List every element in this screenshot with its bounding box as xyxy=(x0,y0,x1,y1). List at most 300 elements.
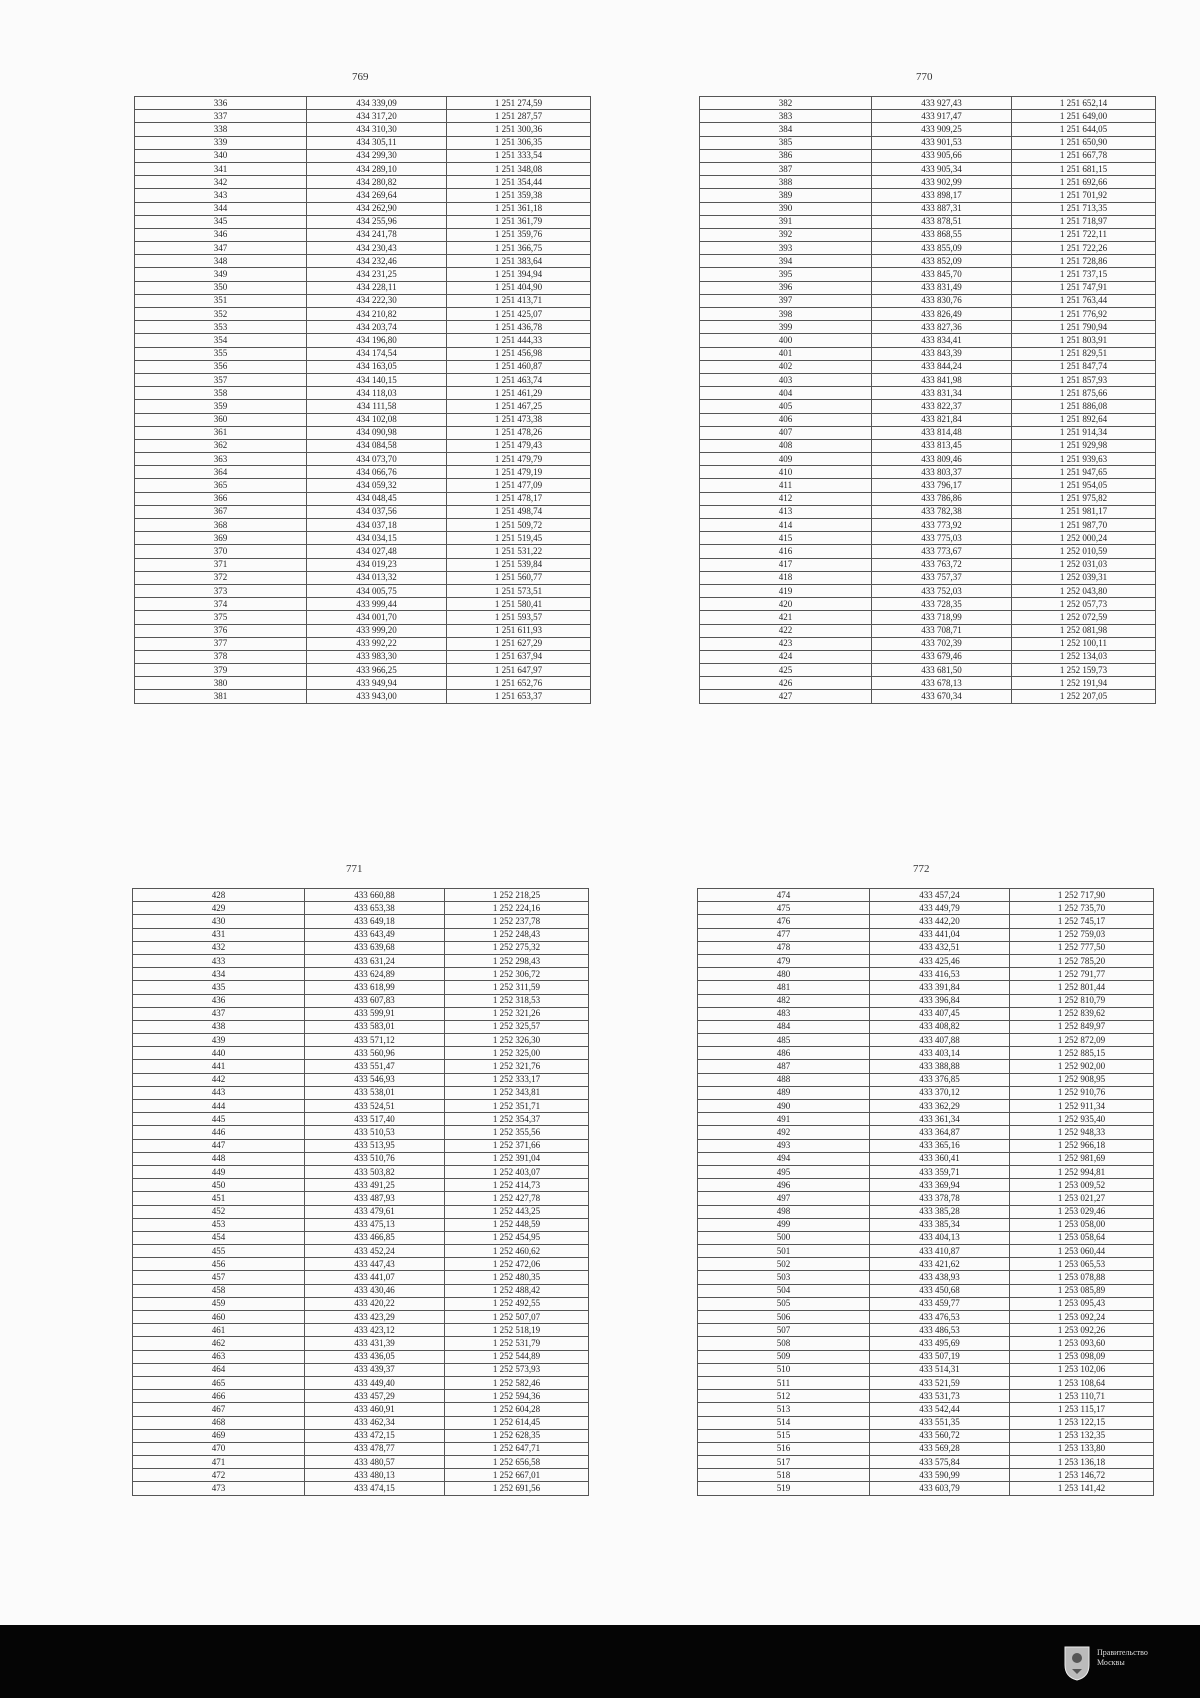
x-coordinate-cell: 433 388,88 xyxy=(870,1060,1010,1073)
table-row xyxy=(135,255,591,268)
y-coordinate-cell: 1 252 839,62 xyxy=(1010,1007,1154,1020)
point-number-cell: 476 xyxy=(698,915,870,928)
table-row xyxy=(698,1311,1154,1324)
point-number-cell: 341 xyxy=(135,162,307,175)
y-coordinate-cell: 1 252 885,15 xyxy=(1010,1047,1154,1060)
x-coordinate-cell: 433 503,82 xyxy=(305,1165,445,1178)
point-number-cell: 383 xyxy=(700,110,872,123)
y-coordinate-cell: 1 252 849,97 xyxy=(1010,1020,1154,1033)
y-coordinate-cell: 1 253 102,06 xyxy=(1010,1363,1154,1376)
table-row xyxy=(700,479,1156,492)
table-row xyxy=(700,176,1156,189)
table-row xyxy=(133,1113,589,1126)
table-row xyxy=(700,439,1156,452)
point-number-cell: 339 xyxy=(135,136,307,149)
y-coordinate-cell: 1 251 573,51 xyxy=(447,584,591,597)
y-coordinate-cell: 1 251 479,43 xyxy=(447,439,591,452)
point-number-cell: 375 xyxy=(135,611,307,624)
x-coordinate-cell: 434 073,70 xyxy=(307,453,447,466)
point-number-cell: 374 xyxy=(135,598,307,611)
table-row xyxy=(698,981,1154,994)
table-row xyxy=(698,928,1154,941)
point-number-cell: 408 xyxy=(700,439,872,452)
y-coordinate-cell: 1 252 582,46 xyxy=(445,1376,589,1389)
point-number-cell: 479 xyxy=(698,954,870,967)
x-coordinate-cell: 433 385,28 xyxy=(870,1205,1010,1218)
x-coordinate-cell: 433 376,85 xyxy=(870,1073,1010,1086)
page-number-771: 771 xyxy=(346,863,363,875)
coordinates-table-771 xyxy=(132,888,589,1496)
y-coordinate-cell: 1 251 644,05 xyxy=(1012,123,1156,136)
y-coordinate-cell: 1 253 136,18 xyxy=(1010,1456,1154,1469)
y-coordinate-cell: 1 252 134,03 xyxy=(1012,650,1156,663)
point-number-cell: 347 xyxy=(135,242,307,255)
y-coordinate-cell: 1 251 652,14 xyxy=(1012,97,1156,110)
table-row xyxy=(698,1073,1154,1086)
point-number-cell: 364 xyxy=(135,466,307,479)
point-number-cell: 516 xyxy=(698,1442,870,1455)
table-row xyxy=(698,1442,1154,1455)
point-number-cell: 386 xyxy=(700,149,872,162)
y-coordinate-cell: 1 252 573,93 xyxy=(445,1363,589,1376)
point-number-cell: 489 xyxy=(698,1086,870,1099)
y-coordinate-cell: 1 252 604,28 xyxy=(445,1403,589,1416)
point-number-cell: 439 xyxy=(133,1034,305,1047)
point-number-cell: 401 xyxy=(700,347,872,360)
table-row xyxy=(133,1179,589,1192)
x-coordinate-cell: 433 728,35 xyxy=(872,598,1012,611)
table-row xyxy=(135,110,591,123)
x-coordinate-cell: 433 472,15 xyxy=(305,1429,445,1442)
point-number-cell: 508 xyxy=(698,1337,870,1350)
x-coordinate-cell: 433 843,39 xyxy=(872,347,1012,360)
x-coordinate-cell: 433 841,98 xyxy=(872,373,1012,386)
y-coordinate-cell: 1 251 531,22 xyxy=(447,545,591,558)
x-coordinate-cell: 433 983,30 xyxy=(307,650,447,663)
y-coordinate-cell: 1 252 785,20 xyxy=(1010,954,1154,967)
table-row xyxy=(700,637,1156,650)
point-number-cell: 394 xyxy=(700,255,872,268)
table-row xyxy=(700,598,1156,611)
x-coordinate-cell: 433 660,88 xyxy=(305,889,445,902)
x-coordinate-cell: 433 821,84 xyxy=(872,413,1012,426)
footer-line-2: Москвы xyxy=(1097,1658,1125,1667)
y-coordinate-cell: 1 252 306,72 xyxy=(445,968,589,981)
table-row xyxy=(133,1034,589,1047)
x-coordinate-cell: 433 909,25 xyxy=(872,123,1012,136)
table-row xyxy=(135,123,591,136)
y-coordinate-cell: 1 252 237,78 xyxy=(445,915,589,928)
y-coordinate-cell: 1 252 935,40 xyxy=(1010,1113,1154,1126)
point-number-cell: 412 xyxy=(700,492,872,505)
x-coordinate-cell: 433 457,24 xyxy=(870,889,1010,902)
x-coordinate-cell: 433 421,62 xyxy=(870,1258,1010,1271)
x-coordinate-cell: 433 803,37 xyxy=(872,466,1012,479)
table-row xyxy=(133,1442,589,1455)
point-number-cell: 403 xyxy=(700,373,872,386)
point-number-cell: 376 xyxy=(135,624,307,637)
point-number-cell: 450 xyxy=(133,1179,305,1192)
point-number-cell: 392 xyxy=(700,228,872,241)
y-coordinate-cell: 1 252 218,25 xyxy=(445,889,589,902)
x-coordinate-cell: 433 775,03 xyxy=(872,532,1012,545)
point-number-cell: 402 xyxy=(700,360,872,373)
x-coordinate-cell: 433 834,41 xyxy=(872,334,1012,347)
point-number-cell: 422 xyxy=(700,624,872,637)
table-row xyxy=(135,308,591,321)
x-coordinate-cell: 433 786,86 xyxy=(872,492,1012,505)
table-row xyxy=(698,968,1154,981)
x-coordinate-cell: 433 631,24 xyxy=(305,954,445,967)
x-coordinate-cell: 434 163,05 xyxy=(307,360,447,373)
y-coordinate-cell: 1 252 427,78 xyxy=(445,1192,589,1205)
x-coordinate-cell: 433 439,37 xyxy=(305,1363,445,1376)
point-number-cell: 407 xyxy=(700,426,872,439)
x-coordinate-cell: 434 289,10 xyxy=(307,162,447,175)
x-coordinate-cell: 434 037,56 xyxy=(307,505,447,518)
point-number-cell: 437 xyxy=(133,1007,305,1020)
y-coordinate-cell: 1 252 207,05 xyxy=(1012,690,1156,703)
y-coordinate-cell: 1 253 085,89 xyxy=(1010,1284,1154,1297)
table-row xyxy=(700,519,1156,532)
x-coordinate-cell: 433 514,31 xyxy=(870,1363,1010,1376)
point-number-cell: 519 xyxy=(698,1482,870,1495)
x-coordinate-cell: 433 452,24 xyxy=(305,1245,445,1258)
x-coordinate-cell: 433 542,44 xyxy=(870,1403,1010,1416)
point-number-cell: 416 xyxy=(700,545,872,558)
table-row xyxy=(698,1482,1154,1495)
x-coordinate-cell: 433 513,95 xyxy=(305,1139,445,1152)
x-coordinate-cell: 433 407,45 xyxy=(870,1007,1010,1020)
y-coordinate-cell: 1 252 414,73 xyxy=(445,1179,589,1192)
point-number-cell: 384 xyxy=(700,123,872,136)
point-number-cell: 365 xyxy=(135,479,307,492)
table-row xyxy=(133,1363,589,1376)
y-coordinate-cell: 1 252 248,43 xyxy=(445,928,589,941)
y-coordinate-cell: 1 253 108,64 xyxy=(1010,1376,1154,1389)
x-coordinate-cell: 433 681,50 xyxy=(872,664,1012,677)
y-coordinate-cell: 1 251 473,38 xyxy=(447,413,591,426)
table-row xyxy=(135,294,591,307)
y-coordinate-cell: 1 251 333,54 xyxy=(447,149,591,162)
point-number-cell: 356 xyxy=(135,360,307,373)
x-coordinate-cell: 433 441,07 xyxy=(305,1271,445,1284)
point-number-cell: 350 xyxy=(135,281,307,294)
point-number-cell: 440 xyxy=(133,1047,305,1060)
y-coordinate-cell: 1 251 287,57 xyxy=(447,110,591,123)
x-coordinate-cell: 434 255,96 xyxy=(307,215,447,228)
y-coordinate-cell: 1 253 078,88 xyxy=(1010,1271,1154,1284)
x-coordinate-cell: 433 423,29 xyxy=(305,1311,445,1324)
x-coordinate-cell: 434 241,78 xyxy=(307,228,447,241)
point-number-cell: 389 xyxy=(700,189,872,202)
x-coordinate-cell: 433 423,12 xyxy=(305,1324,445,1337)
point-number-cell: 452 xyxy=(133,1205,305,1218)
x-coordinate-cell: 433 521,59 xyxy=(870,1376,1010,1389)
table-row xyxy=(135,558,591,571)
table-row xyxy=(700,202,1156,215)
table-row xyxy=(133,1152,589,1165)
y-coordinate-cell: 1 253 098,09 xyxy=(1010,1350,1154,1363)
point-number-cell: 499 xyxy=(698,1218,870,1231)
x-coordinate-cell: 433 546,93 xyxy=(305,1073,445,1086)
x-coordinate-cell: 433 459,77 xyxy=(870,1297,1010,1310)
table-row xyxy=(135,202,591,215)
point-number-cell: 512 xyxy=(698,1390,870,1403)
point-number-cell: 511 xyxy=(698,1376,870,1389)
table-row xyxy=(133,1416,589,1429)
x-coordinate-cell: 433 432,51 xyxy=(870,941,1010,954)
x-coordinate-cell: 433 757,37 xyxy=(872,571,1012,584)
x-coordinate-cell: 433 510,76 xyxy=(305,1152,445,1165)
table-row xyxy=(698,1284,1154,1297)
y-coordinate-cell: 1 252 010,59 xyxy=(1012,545,1156,558)
x-coordinate-cell: 434 090,98 xyxy=(307,426,447,439)
point-number-cell: 490 xyxy=(698,1100,870,1113)
point-number-cell: 337 xyxy=(135,110,307,123)
x-coordinate-cell: 433 830,76 xyxy=(872,294,1012,307)
y-coordinate-cell: 1 253 092,26 xyxy=(1010,1324,1154,1337)
x-coordinate-cell: 433 480,57 xyxy=(305,1456,445,1469)
y-coordinate-cell: 1 251 627,29 xyxy=(447,637,591,650)
x-coordinate-cell: 433 814,48 xyxy=(872,426,1012,439)
x-coordinate-cell: 433 844,24 xyxy=(872,360,1012,373)
point-number-cell: 429 xyxy=(133,902,305,915)
point-number-cell: 369 xyxy=(135,532,307,545)
x-coordinate-cell: 433 430,46 xyxy=(305,1284,445,1297)
x-coordinate-cell: 433 361,34 xyxy=(870,1113,1010,1126)
x-coordinate-cell: 434 034,15 xyxy=(307,532,447,545)
table-row xyxy=(700,228,1156,241)
x-coordinate-cell: 433 917,47 xyxy=(872,110,1012,123)
y-coordinate-cell: 1 252 911,34 xyxy=(1010,1100,1154,1113)
page-number-772: 772 xyxy=(913,863,930,875)
x-coordinate-cell: 434 269,64 xyxy=(307,189,447,202)
point-number-cell: 352 xyxy=(135,308,307,321)
x-coordinate-cell: 433 887,31 xyxy=(872,202,1012,215)
point-number-cell: 497 xyxy=(698,1192,870,1205)
point-number-cell: 498 xyxy=(698,1205,870,1218)
point-number-cell: 413 xyxy=(700,505,872,518)
table-row xyxy=(700,373,1156,386)
y-coordinate-cell: 1 251 354,44 xyxy=(447,176,591,189)
table-row xyxy=(698,1113,1154,1126)
table-row xyxy=(133,928,589,941)
table-row xyxy=(135,624,591,637)
y-coordinate-cell: 1 252 759,03 xyxy=(1010,928,1154,941)
coordinates-table-770 xyxy=(699,96,1156,704)
y-coordinate-cell: 1 252 224,16 xyxy=(445,902,589,915)
x-coordinate-cell: 433 571,12 xyxy=(305,1034,445,1047)
point-number-cell: 454 xyxy=(133,1231,305,1244)
y-coordinate-cell: 1 251 790,94 xyxy=(1012,321,1156,334)
point-number-cell: 381 xyxy=(135,690,307,703)
point-number-cell: 396 xyxy=(700,281,872,294)
table-row xyxy=(698,941,1154,954)
point-number-cell: 442 xyxy=(133,1073,305,1086)
point-number-cell: 404 xyxy=(700,387,872,400)
y-coordinate-cell: 1 253 146,72 xyxy=(1010,1469,1154,1482)
table-row xyxy=(133,1350,589,1363)
x-coordinate-cell: 433 583,01 xyxy=(305,1020,445,1033)
x-coordinate-cell: 433 436,05 xyxy=(305,1350,445,1363)
x-coordinate-cell: 433 966,25 xyxy=(307,664,447,677)
table-row xyxy=(700,321,1156,334)
y-coordinate-cell: 1 252 454,95 xyxy=(445,1231,589,1244)
x-coordinate-cell: 434 231,25 xyxy=(307,268,447,281)
x-coordinate-cell: 434 310,30 xyxy=(307,123,447,136)
x-coordinate-cell: 433 396,84 xyxy=(870,994,1010,1007)
y-coordinate-cell: 1 253 132,35 xyxy=(1010,1429,1154,1442)
table-row xyxy=(135,162,591,175)
y-coordinate-cell: 1 252 647,71 xyxy=(445,1442,589,1455)
point-number-cell: 456 xyxy=(133,1258,305,1271)
table-row xyxy=(698,1086,1154,1099)
point-number-cell: 340 xyxy=(135,149,307,162)
table-row xyxy=(700,571,1156,584)
y-coordinate-cell: 1 253 021,27 xyxy=(1010,1192,1154,1205)
point-number-cell: 400 xyxy=(700,334,872,347)
table-row xyxy=(135,268,591,281)
y-coordinate-cell: 1 251 436,78 xyxy=(447,321,591,334)
x-coordinate-cell: 433 560,96 xyxy=(305,1047,445,1060)
table-row xyxy=(698,1376,1154,1389)
table-row xyxy=(700,255,1156,268)
table-row xyxy=(698,1152,1154,1165)
table-row xyxy=(135,228,591,241)
table-row xyxy=(135,571,591,584)
y-coordinate-cell: 1 252 333,17 xyxy=(445,1073,589,1086)
y-coordinate-cell: 1 251 463,74 xyxy=(447,373,591,386)
table-row xyxy=(133,1297,589,1310)
y-coordinate-cell: 1 251 713,35 xyxy=(1012,202,1156,215)
table-row xyxy=(698,1324,1154,1337)
table-row xyxy=(133,1139,589,1152)
x-coordinate-cell: 434 339,09 xyxy=(307,97,447,110)
x-coordinate-cell: 433 643,49 xyxy=(305,928,445,941)
point-number-cell: 366 xyxy=(135,492,307,505)
table-row xyxy=(133,1429,589,1442)
point-number-cell: 495 xyxy=(698,1165,870,1178)
y-coordinate-cell: 1 252 531,79 xyxy=(445,1337,589,1350)
point-number-cell: 492 xyxy=(698,1126,870,1139)
point-number-cell: 483 xyxy=(698,1007,870,1020)
point-number-cell: 438 xyxy=(133,1020,305,1033)
y-coordinate-cell: 1 253 141,42 xyxy=(1010,1482,1154,1495)
x-coordinate-cell: 433 441,04 xyxy=(870,928,1010,941)
table-row xyxy=(133,1324,589,1337)
table-row xyxy=(133,1482,589,1495)
table-row xyxy=(135,598,591,611)
point-number-cell: 410 xyxy=(700,466,872,479)
table-row xyxy=(700,650,1156,663)
x-coordinate-cell: 433 403,14 xyxy=(870,1047,1010,1060)
x-coordinate-cell: 433 378,78 xyxy=(870,1192,1010,1205)
x-coordinate-cell: 434 111,58 xyxy=(307,400,447,413)
x-coordinate-cell: 433 370,12 xyxy=(870,1086,1010,1099)
x-coordinate-cell: 433 404,13 xyxy=(870,1231,1010,1244)
y-coordinate-cell: 1 253 060,44 xyxy=(1010,1245,1154,1258)
point-number-cell: 423 xyxy=(700,637,872,650)
point-number-cell: 414 xyxy=(700,519,872,532)
point-number-cell: 449 xyxy=(133,1165,305,1178)
table-row xyxy=(698,1297,1154,1310)
point-number-cell: 387 xyxy=(700,162,872,175)
x-coordinate-cell: 433 624,89 xyxy=(305,968,445,981)
table-row xyxy=(698,1390,1154,1403)
footer-bar xyxy=(0,1625,1200,1698)
table-row xyxy=(135,400,591,413)
table-row xyxy=(700,453,1156,466)
point-number-cell: 388 xyxy=(700,176,872,189)
point-number-cell: 507 xyxy=(698,1324,870,1337)
table-row xyxy=(700,268,1156,281)
page-number-770: 770 xyxy=(916,71,933,83)
point-number-cell: 379 xyxy=(135,664,307,677)
point-number-cell: 351 xyxy=(135,294,307,307)
y-coordinate-cell: 1 251 413,71 xyxy=(447,294,591,307)
x-coordinate-cell: 433 678,13 xyxy=(872,677,1012,690)
y-coordinate-cell: 1 252 981,69 xyxy=(1010,1152,1154,1165)
point-number-cell: 399 xyxy=(700,321,872,334)
y-coordinate-cell: 1 251 383,64 xyxy=(447,255,591,268)
point-number-cell: 336 xyxy=(135,97,307,110)
x-coordinate-cell: 433 603,79 xyxy=(870,1482,1010,1495)
point-number-cell: 338 xyxy=(135,123,307,136)
x-coordinate-cell: 433 416,53 xyxy=(870,968,1010,981)
x-coordinate-cell: 433 782,38 xyxy=(872,505,1012,518)
x-coordinate-cell: 433 902,99 xyxy=(872,176,1012,189)
x-coordinate-cell: 434 084,58 xyxy=(307,439,447,452)
table-row xyxy=(698,1218,1154,1231)
x-coordinate-cell: 434 102,08 xyxy=(307,413,447,426)
table-row xyxy=(698,954,1154,967)
table-row xyxy=(135,373,591,386)
y-coordinate-cell: 1 251 519,45 xyxy=(447,532,591,545)
footer-logo-text xyxy=(1097,1648,1148,1668)
y-coordinate-cell: 1 253 065,53 xyxy=(1010,1258,1154,1271)
point-number-cell: 503 xyxy=(698,1271,870,1284)
point-number-cell: 453 xyxy=(133,1218,305,1231)
table-row xyxy=(698,1205,1154,1218)
y-coordinate-cell: 1 252 480,35 xyxy=(445,1271,589,1284)
table-row xyxy=(698,1403,1154,1416)
x-coordinate-cell: 433 599,91 xyxy=(305,1007,445,1020)
x-coordinate-cell: 434 317,20 xyxy=(307,110,447,123)
y-coordinate-cell: 1 252 403,07 xyxy=(445,1165,589,1178)
table-row xyxy=(135,466,591,479)
x-coordinate-cell: 433 457,29 xyxy=(305,1390,445,1403)
table-row xyxy=(700,611,1156,624)
x-coordinate-cell: 433 831,34 xyxy=(872,387,1012,400)
table-row xyxy=(700,690,1156,703)
x-coordinate-cell: 433 949,94 xyxy=(307,677,447,690)
y-coordinate-cell: 1 251 667,78 xyxy=(1012,149,1156,162)
y-coordinate-cell: 1 251 763,44 xyxy=(1012,294,1156,307)
point-number-cell: 361 xyxy=(135,426,307,439)
table-row xyxy=(700,387,1156,400)
table-row xyxy=(698,1179,1154,1192)
point-number-cell: 346 xyxy=(135,228,307,241)
y-coordinate-cell: 1 252 507,07 xyxy=(445,1311,589,1324)
y-coordinate-cell: 1 251 539,84 xyxy=(447,558,591,571)
x-coordinate-cell: 433 385,34 xyxy=(870,1218,1010,1231)
x-coordinate-cell: 433 718,99 xyxy=(872,611,1012,624)
point-number-cell: 464 xyxy=(133,1363,305,1376)
table-row xyxy=(133,1205,589,1218)
y-coordinate-cell: 1 252 318,53 xyxy=(445,994,589,1007)
point-number-cell: 393 xyxy=(700,242,872,255)
